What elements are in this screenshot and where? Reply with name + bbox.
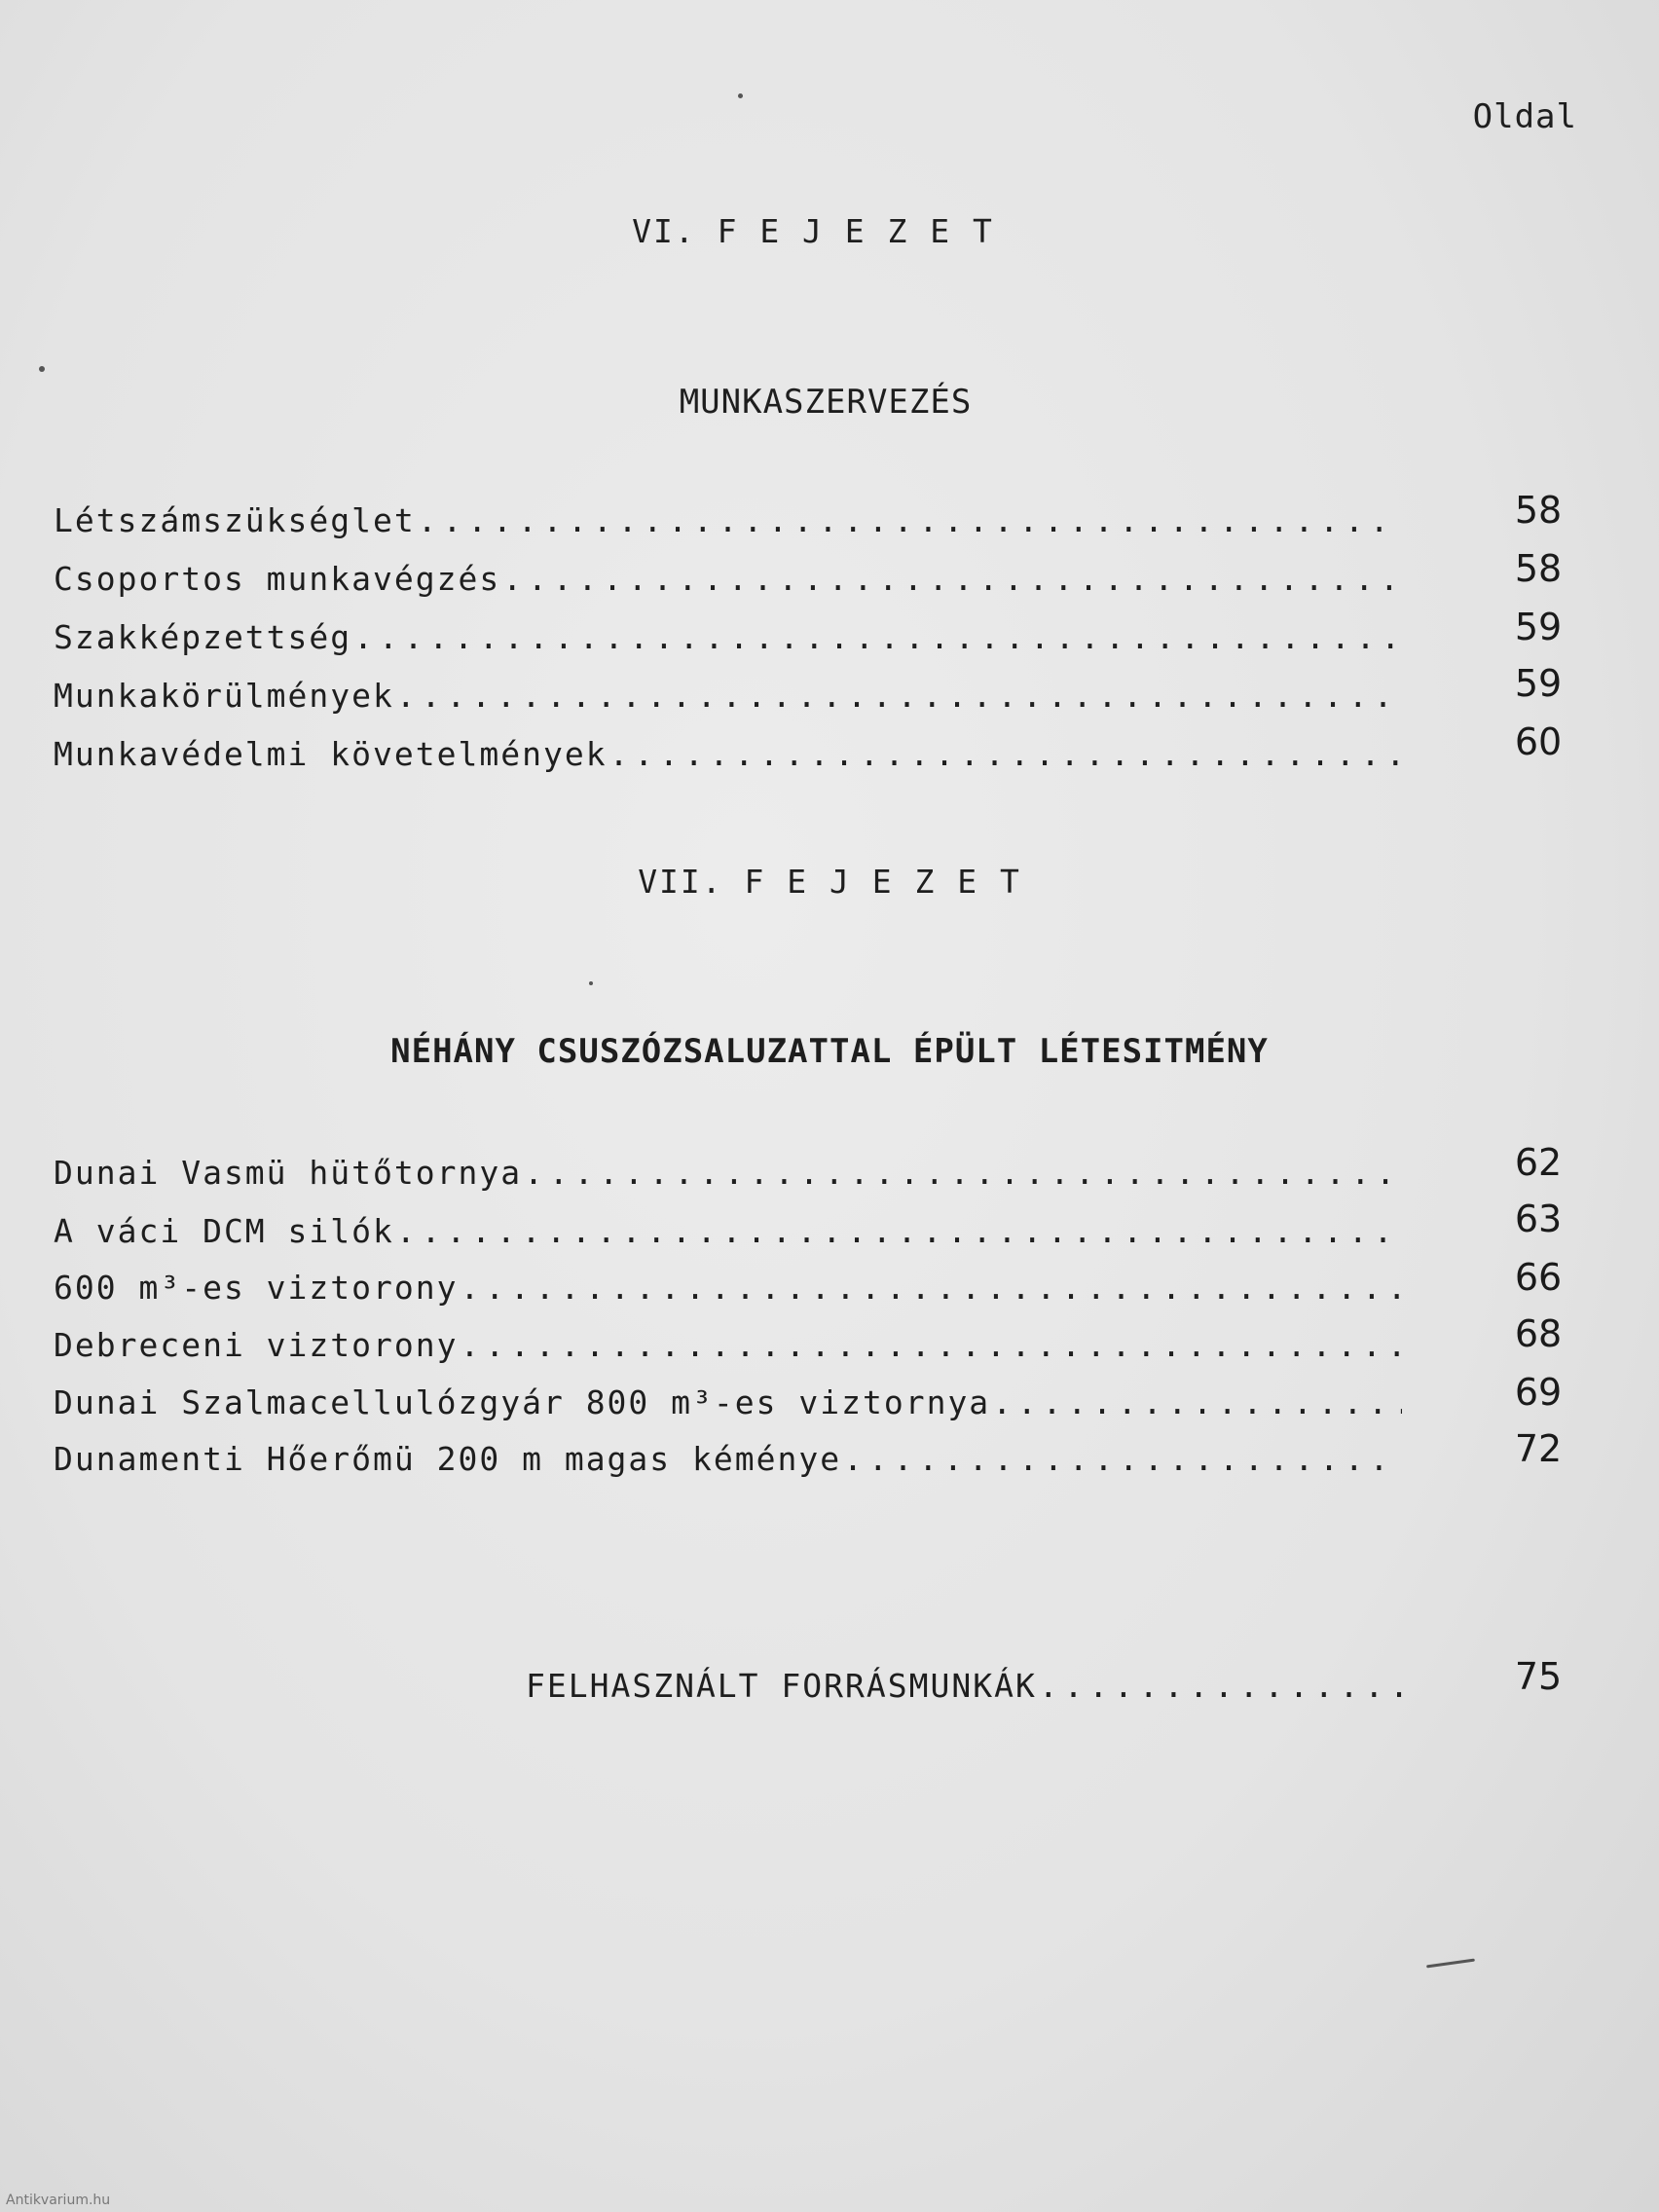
chapter-6-heading: VI. F E J E Z E T [632, 212, 994, 250]
dot-leader [1039, 1667, 1402, 1705]
toc-entry-title: Létszámszükséglet [54, 501, 416, 539]
toc-entry[interactable] [54, 560, 1402, 598]
dot-leader [396, 1212, 1402, 1250]
chapter-6-title: MUNKASZERVEZÉS [679, 383, 973, 422]
paper-speck [738, 93, 743, 98]
toc-entry[interactable] [54, 1212, 1402, 1250]
toc-entry-title: FELHASZNÁLT FORRÁSMUNKÁK [526, 1667, 1037, 1705]
toc-entry-title: 600 m³-es viztorony [54, 1269, 459, 1307]
toc-entry-page: 75 [1514, 1655, 1563, 1698]
toc-entry-page: 58 [1514, 489, 1563, 532]
dot-leader [609, 735, 1402, 773]
toc-entry-title: Csoportos munkavégzés [54, 560, 501, 598]
paper-scratch [1426, 1959, 1475, 1969]
toc-entry-page: 59 [1514, 662, 1563, 705]
toc-entry-title: Szakképzettség [54, 618, 352, 656]
toc-entry-title: Dunai Szalmacellulózgyár 800 m³-es viztornya [54, 1383, 991, 1421]
toc-entry-title: Munkavédelmi követelmények [54, 735, 608, 773]
toc-entry-title: A váci DCM silók [54, 1212, 394, 1250]
toc-entry-page: 60 [1514, 720, 1563, 763]
toc-entry-title: Dunai Vasmü hütőtornya [54, 1154, 523, 1192]
toc-entry-title: Munkakörülmények [54, 677, 394, 715]
dot-leader [418, 501, 1402, 539]
dot-leader [992, 1383, 1402, 1421]
watermark-text: Antikvarium.hu [6, 2193, 111, 2208]
toc-entry[interactable] [54, 677, 1402, 715]
toc-entry-page: 69 [1514, 1371, 1563, 1414]
paper-speck [589, 981, 593, 985]
toc-entry-title: Dunamenti Hőerőmü 200 m magas kéménye [54, 1440, 842, 1478]
toc-entry[interactable] [54, 1154, 1402, 1192]
chapter-7-title: NÉHÁNY CSUSZÓZSALUZATTAL ÉPÜLT LÉTESITMÉNY [390, 1032, 1269, 1071]
dot-leader [461, 1326, 1403, 1364]
toc-entry-page: 59 [1514, 606, 1563, 648]
chapter-7-heading: VII. F E J E Z E T [638, 863, 1021, 901]
toc-entry-page: 66 [1514, 1256, 1563, 1299]
toc-entry-sources[interactable] [526, 1667, 1402, 1705]
dot-leader [461, 1269, 1403, 1307]
dot-leader [843, 1440, 1402, 1478]
toc-entry-page: 63 [1514, 1198, 1563, 1240]
dot-leader [396, 677, 1402, 715]
toc-entry[interactable] [54, 618, 1402, 656]
toc-entry[interactable] [54, 501, 1402, 539]
dot-leader [502, 560, 1402, 598]
toc-entry-page: 72 [1514, 1427, 1563, 1470]
page-column-label: Oldal [1472, 97, 1577, 136]
toc-entry[interactable] [54, 735, 1402, 773]
toc-entry[interactable] [54, 1326, 1402, 1364]
toc-entry[interactable] [54, 1383, 1402, 1421]
dot-leader [353, 618, 1402, 656]
toc-entry-page: 62 [1514, 1141, 1563, 1184]
dot-leader [524, 1154, 1402, 1192]
toc-entry[interactable] [54, 1269, 1402, 1307]
toc-entry-page: 68 [1514, 1312, 1563, 1355]
toc-entry-title: Debreceni viztorony [54, 1326, 459, 1364]
paper-speck [39, 366, 45, 372]
toc-entry-page: 58 [1514, 547, 1563, 590]
toc-entry[interactable] [54, 1440, 1402, 1478]
